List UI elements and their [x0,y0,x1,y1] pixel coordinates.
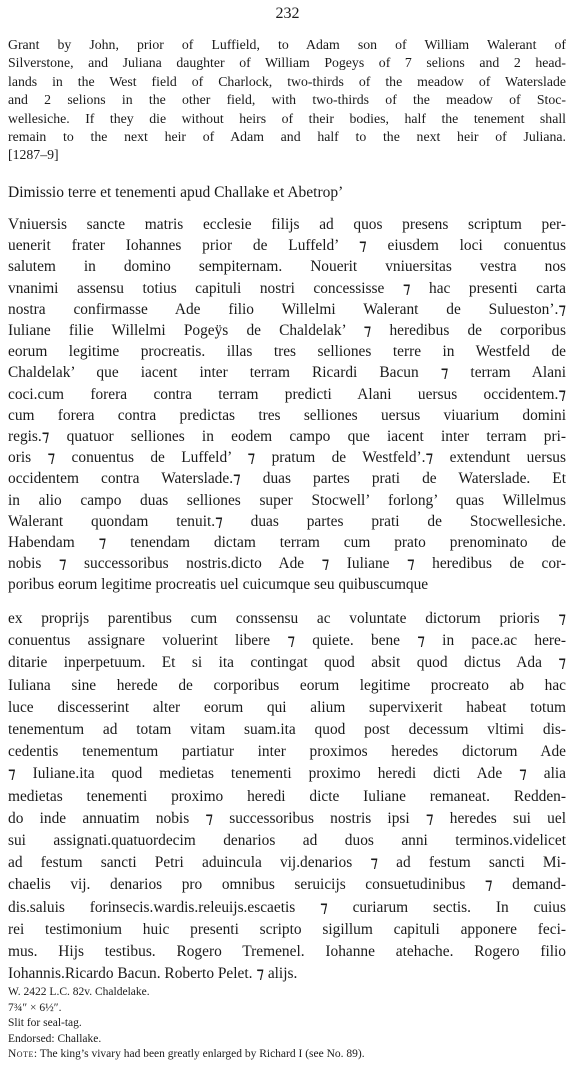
note-text: : The king’s vivary had been greatly enlarged by Richard I (see No. 89). [33,1048,365,1060]
charter-line: sui assignati.quatuordecim denarios ad duos anni terminos.videlicet [8,832,566,850]
charter-line: occidentem contra Waterslade.⁊ duas partes prati de Waterslade. Et [8,470,566,488]
charter-line: cum forera contra predictas tres selliones uersus viuarium domini [8,406,566,424]
charter-line: Iohannis.Ricardo Bacun. Roberto Pelet. ⁊ alijs. [8,965,298,983]
charter-line: eorum legitime procreatis. illas tres selliones terre in Westfeld de [8,343,566,361]
charter-text-continued [8,608,566,985]
charter-line: cedentis tenementum partiatur inter proximos heredes dictorum Ade [8,743,566,761]
editorial-notes [8,985,566,1063]
charter-summary [8,36,566,165]
charter-line: Iuliana sine herede de corporibus eorum legitime procreato ab hac [8,676,566,694]
note-endorsed: Endorsed: Challake. [8,1032,102,1045]
charter-rubric: Dimissio terre et tenementi apud Challake et Abetrop’ [8,184,344,201]
summary-line: [1287–9] [8,147,59,163]
summary-line: and 2 selions in the other field, with two-thirds of the meadow of Stoc- [8,92,566,108]
charter-line: mus. Hijs testibus. Rogero Tremenel. Iohanne atehache. Rogero filio [8,943,566,961]
charter-line: rei testimonium huic presenti scripto sigillum capituli apponere feci- [8,920,566,938]
charter-line: nostra confirmasse Ade filio Willelmi Walerant de Sulueston’.⁊ [8,300,566,318]
charter-line: nobis ⁊ successoribus nostris.dicto Ade ⁊ Iuliane ⁊ heredibus de cor- [8,555,566,573]
charter-line: Iuliane filie Willelmi Pogeÿs de Chaldelak’ ⁊ heredibus de corporibus [8,322,566,340]
charter-line: ditarie inperpetuum. Et si ita contingat quod absit quod dictus Ada ⁊ [8,654,566,672]
charter-line: Habendam ⁊ tenendam dictam terram cum prato prenominato de [8,534,566,552]
note-line [8,1047,566,1063]
charter-line: dis.saluis forinsecis.wardis.releuijs.escaetis ⁊ curiarum sectis. In cuius [8,898,566,916]
charter-line: tenementum ad totam vitam suam.ita quod post decessum vltimi dis- [8,721,566,739]
charter-line: poribus eorum legitime procreatis uel cuicumque seu quibuscumque [8,576,429,594]
charter-line: oris ⁊ conuentus de Luffeld’ ⁊ pratum de Westfeld’.⁊ extendunt uersus [8,449,566,467]
page-number: 232 [275,5,300,22]
summary-line: remain to the next heir of Adam and half to the next heir of Juliana. [8,129,566,145]
note-label: Note [8,1048,34,1060]
summary-line: lands in the West field of Charlock, two-thirds of the meadow of Waterslade [8,73,566,89]
charter-line: do inde annuatim nobis ⁊ successoribus nostris ipsi ⁊ heredes sui uel [8,809,566,827]
charter-line: vnanimi assensu totius capituli nostri concessisse ⁊ hac presenti carta [8,279,566,297]
charter-line: ad festum sancti Petri aduincula vij.denarios ⁊ ad festum sancti Mi- [8,854,566,872]
charter-line: ex proprijs parentibus cum conssensu ac voluntate dictorum prioris ⁊ [8,610,566,627]
summary-line: Grant by John, prior of Luffield, to Adam son of William Walerant of [8,37,566,52]
charter-line: in alio campo duas selliones super Stocwell’ forlong’ quas Willelmus [8,491,566,509]
note-reference: W. 2422 L.C. 82v. Chaldelake. [8,986,150,998]
summary-line: Silverstone, and Juliana daughter of William Pogeys of 7 selions and 2 head- [8,55,566,71]
summary-line: wellesiche. If they die without heirs of their bodies, half the tenement shall [8,110,566,126]
charter-text [8,214,566,596]
note-dimensions: 7¾″ × 6½″. [8,1001,62,1014]
charter-line: Walerant quondam tenuit.⁊ duas partes prati de Stocwellesiche. [8,512,566,530]
charter-line: luce discesserint alter eorum qui alium supervixerit habeat totum [8,698,566,716]
charter-line: salutem in domino sempiternam. Nouerit vniuersitas vestra nos [8,258,566,276]
charter-line: conuentus assignare voluerint libere ⁊ quiete. bene ⁊ in pace.ac here- [8,632,566,650]
charter-line: medietas tenementi proximo heredi dicte Iuliane remaneat. Redden- [8,787,566,805]
charter-line: Chaldelak’ que iacent inter terram Ricardi Bacun ⁊ terram Alani [8,364,566,382]
charter-line: ⁊ Iuliane.ita quod medietas tenementi proximo heredi dicti Ade ⁊ alia [8,765,566,783]
charter-line: coci.cum forera contra terram predicti Alani uersus occidentem.⁊ [8,385,566,403]
charter-line: Vniuersis sancte matris ecclesie filijs ad quos presens scriptum per- [8,216,566,233]
note-slit: Slit for seal-tag. [8,1017,82,1029]
charter-line: chaelis vij. denarios pro omnibus seruicijs consuetudinibus ⁊ demand- [8,876,566,894]
charter-line: regis.⁊ quatuor selliones in eodem campo que iacent inter terram pri- [8,428,566,446]
charter-line: uenerit frater Iohannes prior de Luffeld’ ⁊ eiusdem loci conuentus [8,237,566,255]
